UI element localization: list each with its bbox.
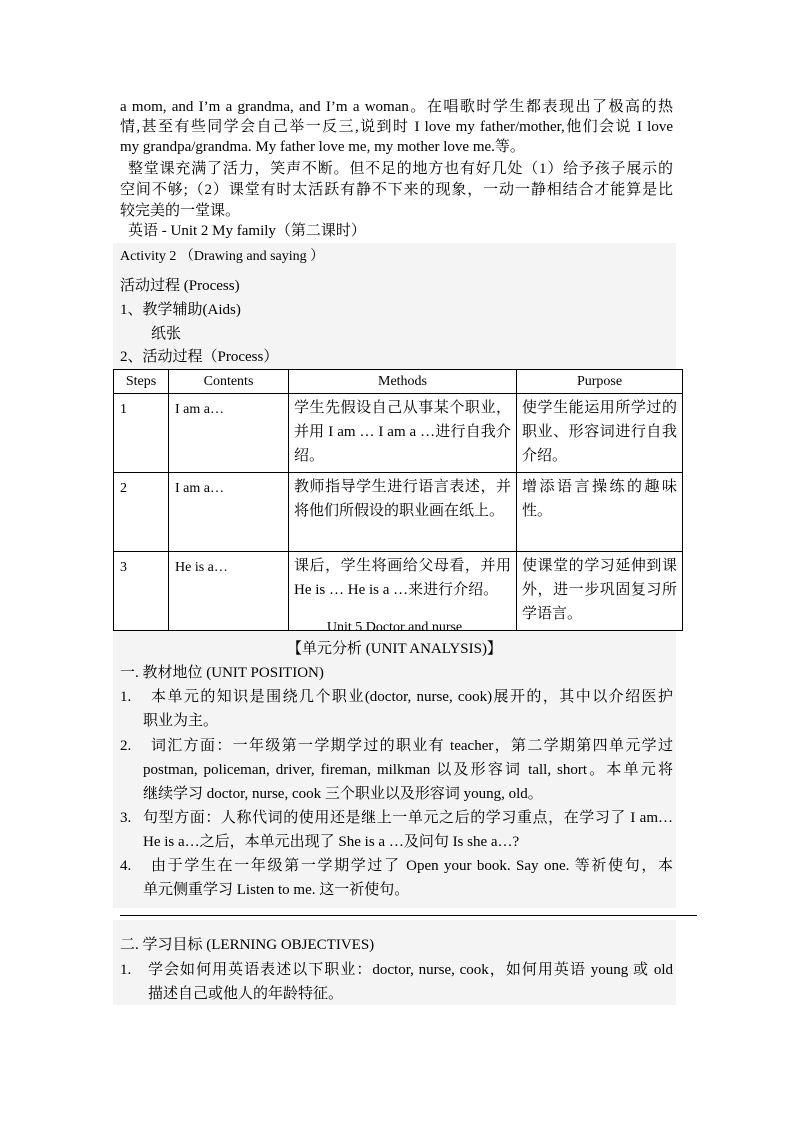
- objective-1-num: 1.: [120, 962, 132, 978]
- method-cell: 课后，学生将画给父母看，并用 He is … He is a …来进行介绍。: [289, 552, 517, 631]
- position-heading: 一. 教材地位 (UNIT POSITION): [120, 665, 324, 681]
- item-2-line-2: postman, policeman, driver, fireman, milkman 以及形容词 tall, short。本单元将: [143, 762, 673, 778]
- objectives-heading: 二. 学习目标 (LERNING OBJECTIVES): [120, 937, 375, 953]
- header-contents: Contents: [169, 370, 289, 394]
- process-title: 活动过程 (Process): [120, 278, 240, 294]
- steps-table: [113, 369, 683, 631]
- item-4-line-2: 单元侧重学习 Listen to me. 这一祈使句。: [143, 882, 410, 898]
- item-3-line-1: 句型方面：人称代词的使用还是继上一单元之后的学习重点，在学习了 I am…: [143, 810, 673, 826]
- content-cell: He is a…: [169, 552, 289, 631]
- process-label: 2、活动过程（Process）: [120, 349, 279, 365]
- item-1-line-2: 职业为主。: [143, 713, 219, 729]
- intro-line-4: 整堂课充满了活力，笑声不断。但不足的地方也有好几处（1）给予孩子展示的: [128, 161, 673, 177]
- unit5-title: Unit 5 Doctor and nurse: [326, 620, 463, 635]
- content-cell: I am a…: [169, 473, 289, 552]
- item-2-line-3: 继续学习 doctor, nurse, cook 三个职业以及形容词 young, old。: [143, 786, 543, 802]
- item-4-num: 4.: [120, 858, 132, 874]
- intro-line-3: my grandpa/grandma. My father love me, my mother love me.等。: [120, 139, 525, 155]
- item-2-line-1: 词汇方面：一年级第一学期学过的职业有 teacher，第二学期第四单元学过: [151, 738, 673, 754]
- item-2-num: 2.: [120, 738, 132, 754]
- activity-title: Activity 2 （Drawing and saying ）: [120, 249, 325, 264]
- purpose-cell: 增添语言操练的趣味性。: [517, 473, 683, 552]
- aids-title: 1、教学辅助(Aids): [120, 302, 241, 318]
- analysis-heading: 【单元分析 (UNIT ANALYSIS)】: [287, 641, 502, 657]
- method-cell: 学生先假设自己从事某个职业，并用 I am … I am a …进行自我介绍。: [289, 394, 517, 473]
- section-divider: [120, 915, 697, 916]
- objective-1-line-1: 学会如何用英语表述以下职业：doctor, nurse, cook，如何用英语 young 或 old: [148, 962, 673, 978]
- header-methods: Methods: [289, 370, 517, 394]
- intro-line-6: 较完美的一堂课。: [120, 203, 241, 219]
- step-cell: 3: [114, 552, 169, 631]
- content-cell: I am a…: [169, 394, 289, 473]
- step-cell: 1: [114, 394, 169, 473]
- aids-item: 纸张: [151, 326, 182, 342]
- item-3-num: 3.: [120, 810, 132, 826]
- method-cell: 教师指导学生进行语言表述，并将他们所假设的职业画在纸上。: [289, 473, 517, 552]
- step-cell: 2: [114, 473, 169, 552]
- item-4-line-1: 由于学生在一年级第一学期学过了 Open your book. Say one. 等祈使句，本: [151, 858, 673, 874]
- purpose-cell: 使学生能运用所学过的职业、形容词进行自我介绍。: [517, 394, 683, 473]
- objective-1-line-2: 描述自己或他人的年龄特征。: [148, 986, 344, 1002]
- purpose-cell: 使课堂的学习延伸到课外，进一步巩固复习所学语言。: [517, 552, 683, 631]
- intro-line-5: 空间不够;（2）课堂有时太活跃有静不下来的现象，一动一静相结合才能算是比: [120, 182, 673, 198]
- table-row: [114, 394, 683, 473]
- item-3-line-2: He is a…之后，本单元出现了 She is a …及问句 Is she a…?: [143, 834, 520, 850]
- lesson-title: 英语 - Unit 2 My family（第二课时）: [128, 223, 366, 239]
- item-1-line-1: 本单元的知识是围绕几个职业(doctor, nurse, cook)展开的，其中以介绍医护: [151, 689, 673, 705]
- intro-line-1: a mom, and I’m a grandma, and I’m a woman。在唱歌时学生都表现出了极高的热: [120, 99, 673, 115]
- table-header-row: [114, 370, 683, 394]
- header-purpose: Purpose: [517, 370, 683, 394]
- header-steps: Steps: [114, 370, 169, 394]
- table-row: [114, 473, 683, 552]
- intro-line-2: 情,甚至有些同学会自己举一反三,说到时 I love my father/mother,他们会说 I love: [120, 119, 673, 135]
- item-1-num: 1.: [120, 689, 132, 705]
